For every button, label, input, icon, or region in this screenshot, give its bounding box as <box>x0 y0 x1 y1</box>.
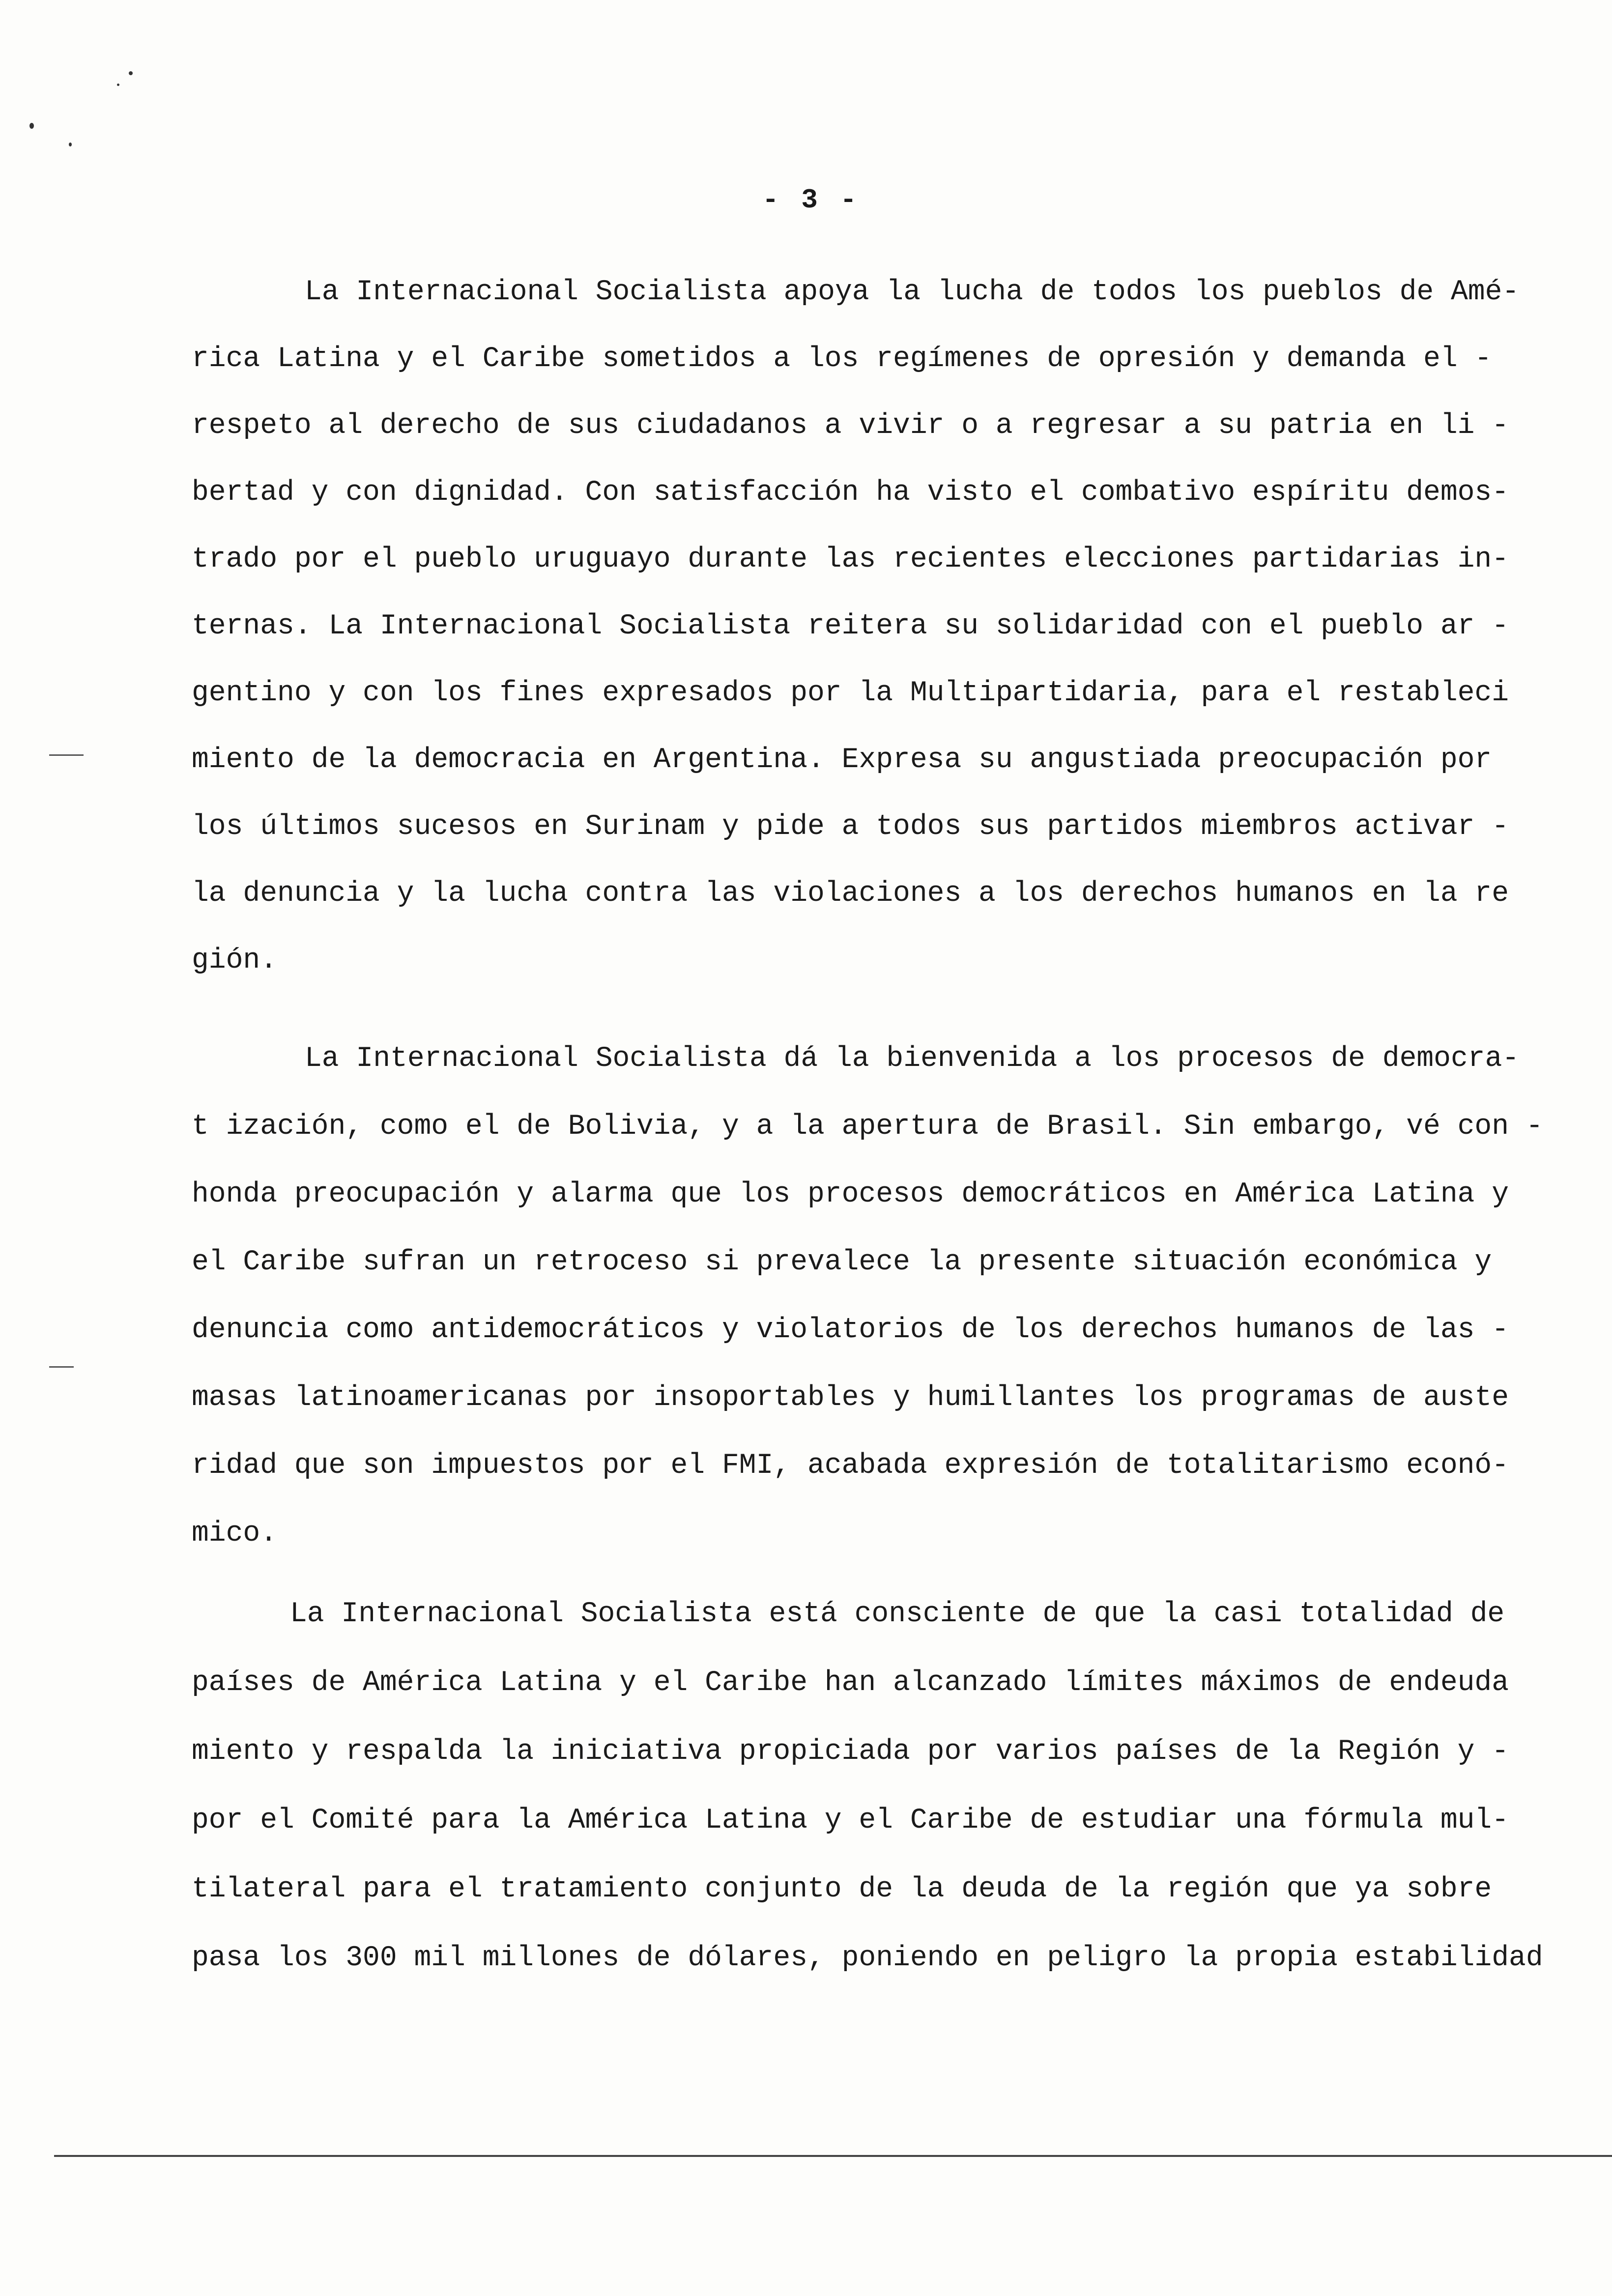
text-line: ridad que son impuestos por el FMI, acabada expresión de totalitarismo econó- <box>192 1450 1509 1482</box>
text-line: gión. <box>192 945 278 976</box>
text-line: tilateral para el tratamiento conjunto de la deuda de la región que ya sobre <box>192 1873 1492 1905</box>
text-line: países de América Latina y el Caribe han alcanzado límites máximos de endeuda <box>192 1667 1509 1699</box>
text-line: masas latinoamericanas por insoportables y humillantes los programas de auste <box>192 1382 1509 1414</box>
text-line: pasa los 300 mil millones de dólares, poniendo en peligro la propia estabilidad <box>192 1942 1543 1974</box>
margin-mark <box>49 1366 74 1368</box>
text-line: el Caribe sufran un retroceso si prevalece la presente situación económica y <box>192 1246 1492 1278</box>
text-line: honda preocupación y alarma que los procesos democráticos en América Latina y <box>192 1178 1509 1210</box>
page-number: - 3 - <box>762 184 860 216</box>
text-line: respeto al derecho de sus ciudadanos a vivir o a regresar a su patria en li - <box>192 410 1509 442</box>
text-line: denuncia como antidemocráticos y violatorios de los derechos humanos de las - <box>192 1314 1509 1346</box>
page-bottom-rule <box>54 2155 1612 2157</box>
text-line: la denuncia y la lucha contra las violaciones a los derechos humanos en la re <box>192 878 1509 910</box>
margin-mark <box>49 754 84 756</box>
text-line: miento y respalda la iniciativa propiciada por varios países de la Región y - <box>192 1736 1509 1768</box>
text-line: miento de la democracia en Argentina. Expresa su angustiada preocupación por <box>192 744 1492 776</box>
text-line: por el Comité para la América Latina y el Caribe de estudiar una fórmula mul- <box>192 1805 1509 1837</box>
scan-speck <box>129 71 133 75</box>
text-line: los últimos sucesos en Surinam y pide a todos sus partidos miembros activar - <box>192 811 1509 843</box>
text-line: La Internacional Socialista apoya la lucha de todos los pueblos de Amé- <box>305 276 1520 308</box>
scan-speck <box>69 143 72 146</box>
text-line: ternas. La Internacional Socialista reitera su solidaridad con el pueblo ar - <box>192 610 1509 642</box>
text-line: trado por el pueblo uruguayo durante las recientes elecciones partidarias in- <box>192 544 1509 575</box>
text-line: gentino y con los fines expresados por la Multipartidaria, para el restableci <box>192 677 1509 709</box>
text-line: mico. <box>192 1518 278 1550</box>
text-line: rica Latina y el Caribe sometidos a los regímenes de opresión y demanda el - <box>192 343 1492 375</box>
scan-speck <box>117 84 119 86</box>
text-line: t ización, como el de Bolivia, y a la apertura de Brasil. Sin embargo, vé con - <box>192 1111 1543 1143</box>
text-line: La Internacional Socialista está consciente de que la casi totalidad de <box>290 1598 1505 1630</box>
scan-speck <box>29 123 34 129</box>
text-line: La Internacional Socialista dá la bienvenida a los procesos de democra- <box>305 1043 1520 1075</box>
text-line: bertad y con dignidad. Con satisfacción ha visto el combativo espíritu demos- <box>192 477 1509 509</box>
